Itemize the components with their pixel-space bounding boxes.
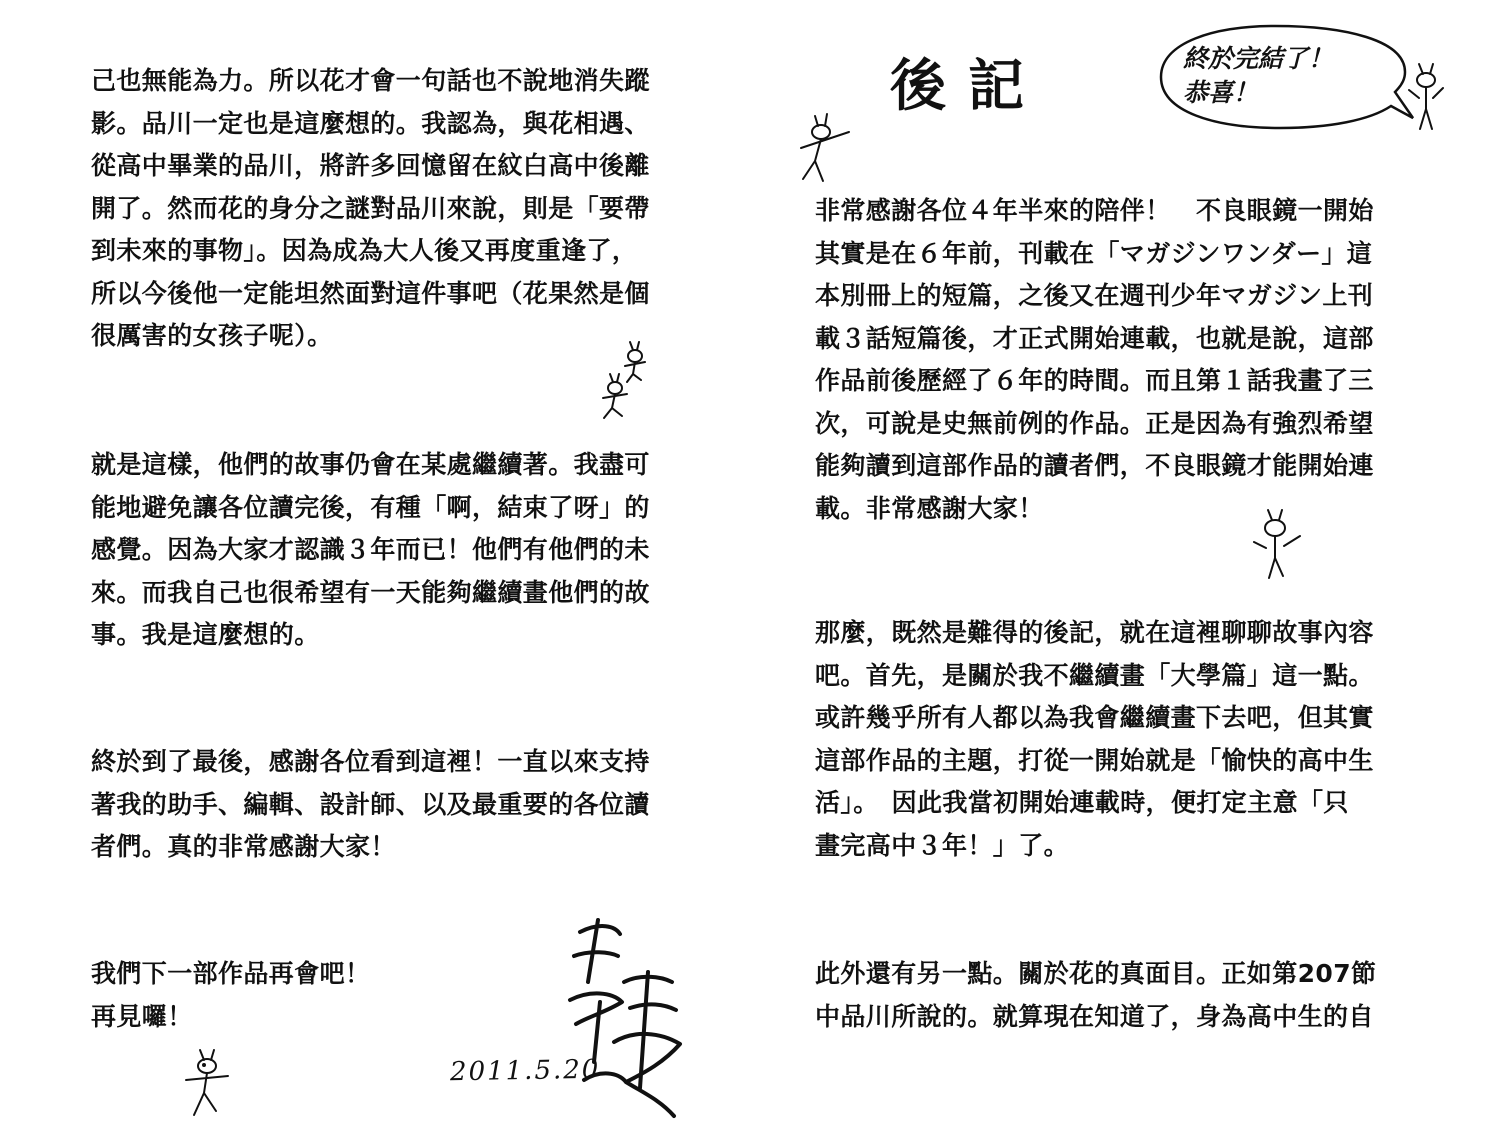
text-line: 我們下一部作品再會吧！: [91, 959, 371, 988]
text-line: 中品川所說的。就算現在知道了，身為高中生的自: [815, 1001, 1374, 1031]
text-line: 者們。真的非常感謝大家！: [91, 832, 396, 861]
paragraph: [815, 190, 1374, 530]
text-line: 活」。 因此我當初開始連載時，便打定主意「只: [815, 788, 1349, 817]
author-signature-icon: [560, 912, 685, 1122]
text-line: 其實是在６年前，刊載在「マガジンワンダー」這: [815, 238, 1373, 268]
bubble-line: 終於完結了！: [1183, 44, 1334, 73]
speech-bubble: [1155, 22, 1415, 132]
text-line: 吧。首先，是關於我不繼續畫「大學篇」這一點。: [815, 660, 1374, 690]
text-line: 載３話短篇後，才正式開始連載，也就是說，這部: [815, 323, 1374, 353]
text-line: 此外還有另一點。關於花的真面目。正如第207節: [815, 959, 1377, 988]
text-line: 影。品川一定也是這麼想的。我認為，與花相遇、: [91, 108, 650, 138]
text-line: 載。非常感謝大家！: [815, 493, 1044, 523]
paragraph: [815, 953, 1376, 1038]
text-line: 作品前後歷經了６年的時間。而且第１話我畫了三: [815, 366, 1374, 395]
text-line: 很厲害的女孩子呢）。: [91, 321, 333, 350]
text-line: 本別冊上的短篇，之後又在週刊少年マガジン上刊: [815, 281, 1374, 310]
right-page: [750, 0, 1500, 1147]
paragraph: [91, 444, 650, 657]
text-line: 來。而我自己也很希望有一天能夠繼續畫他們的故: [91, 577, 650, 607]
text-line: 到未來的事物」。因為成為大人後又再度重逢了，: [91, 236, 638, 265]
bunny-doodle-icon: [793, 110, 853, 185]
text-line: 所以今後他一定能坦然面對這件事吧（花果然是個: [91, 278, 650, 308]
text-line: 或許幾乎所有人都以為我會繼續畫下去吧，但其實: [815, 703, 1374, 732]
text-line: 再見囉！: [91, 1001, 193, 1031]
bubble-line: 恭喜！: [1183, 78, 1259, 107]
paragraph: [91, 60, 650, 358]
text-line: 事。我是這麼想的。: [91, 620, 320, 649]
paragraph: [91, 741, 650, 869]
text-line: 能地避免讓各位讀完後，有種「啊，結束了呀」的: [91, 492, 650, 522]
text-line: 這部作品的主題，打從一開始就是「愉快的高中生: [815, 745, 1374, 775]
text-line: 從高中畢業的品川，將許多回憶留在紋白高中後離: [91, 151, 650, 180]
bunny-cheer-doodle-icon: [1405, 60, 1450, 135]
paragraph: [91, 953, 370, 1038]
text-line: 開了。然而花的身分之謎對品川來說，則是「要帶: [91, 193, 650, 223]
bunny-pair-doodle-icon: [595, 338, 660, 423]
text-line: 感覺。因為大家才認識３年而已！他們有他們的未: [91, 535, 650, 564]
text-line: 著我的助手、編輯、設計師、以及最重要的各位讀: [91, 789, 650, 819]
text-line: 非常感謝各位４年半來的陪伴！ 不良眼鏡一開始: [815, 196, 1374, 225]
bunny-wave-doodle-icon: [1250, 506, 1305, 581]
paragraph: [815, 612, 1374, 867]
text-line: 次，可說是史無前例的作品。正是因為有強烈希望: [815, 408, 1374, 438]
text-line: 那麼，既然是難得的後記，就在這裡聊聊故事內容: [815, 618, 1374, 647]
bunny-dance-doodle-icon: [180, 1046, 235, 1121]
page-title: 後記: [890, 53, 1046, 119]
signature-date: 2011.5.20: [449, 1054, 601, 1088]
text-line: 己也無能為力。所以花才會一句話也不說地消失蹤: [91, 66, 650, 95]
text-line: 就是這樣，他們的故事仍會在某處繼續著。我盡可: [91, 450, 650, 479]
text-line: 畫完高中３年！」了。: [815, 830, 1070, 860]
text-line: 終於到了最後，感謝各位看到這裡！一直以來支持: [91, 747, 650, 776]
text-line: 能夠讀到這部作品的讀者們，不良眼鏡才能開始連: [815, 451, 1374, 480]
